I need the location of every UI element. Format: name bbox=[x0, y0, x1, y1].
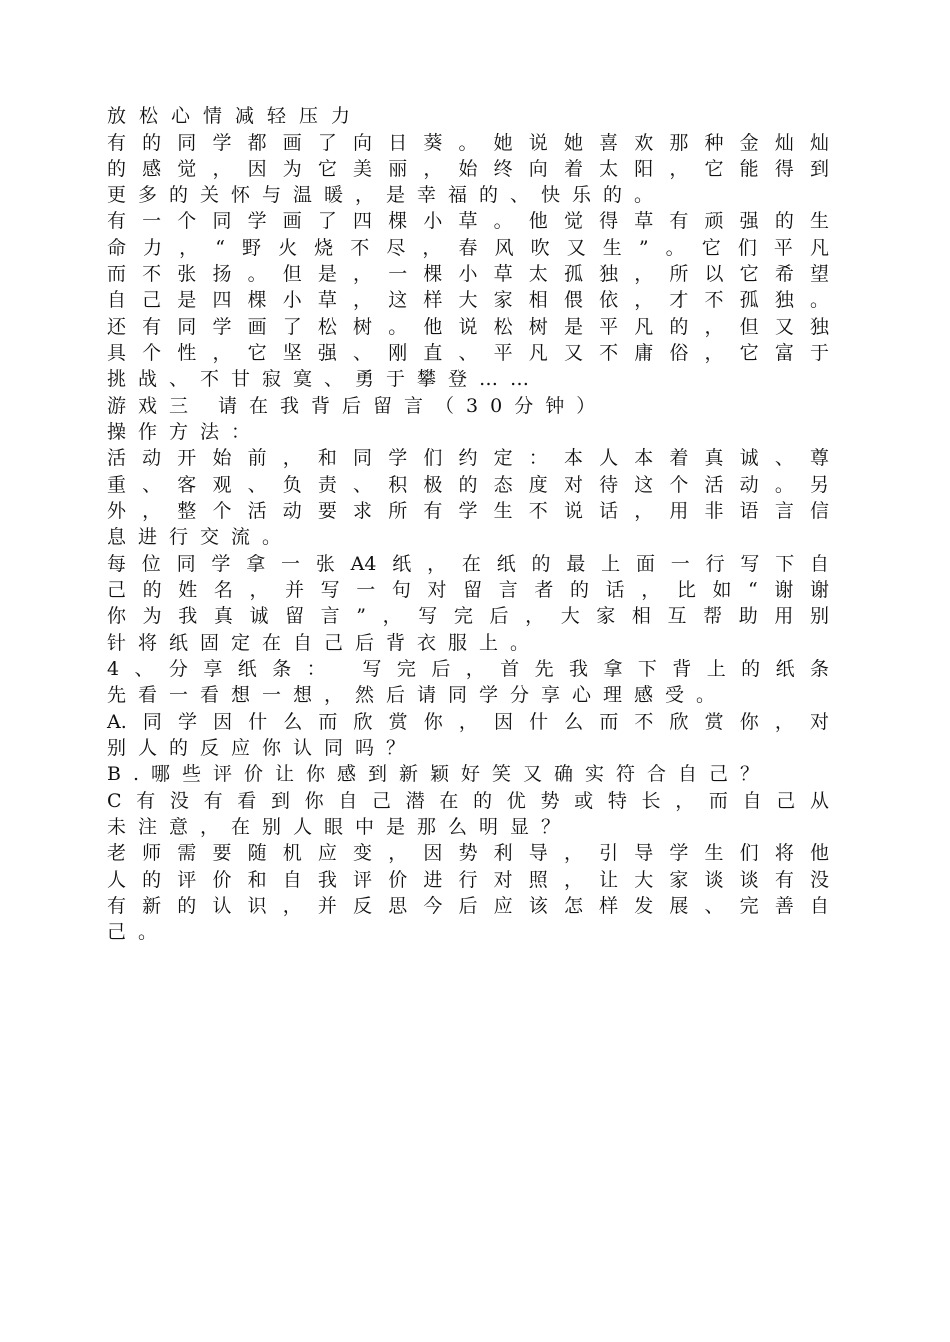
question-c: C有没有看到你自己潜在的优势或特长，而自己从 bbox=[107, 790, 829, 812]
text-line: 重、客观、负责、积极的态度对待这个活动。另 bbox=[107, 474, 829, 496]
text-line: 还有同学画了松树。他说松树是平凡的，但又独 bbox=[107, 316, 829, 338]
text-line: 针将纸固定在自己后背衣服上。 bbox=[107, 632, 542, 654]
text-line: 自己是四棵小草，这样大家相偎依，才不孤独。 bbox=[107, 289, 829, 311]
text-line: 别人的反应你认同吗？ bbox=[107, 737, 418, 759]
game-heading: 游戏三 请在我背后留言（30分钟） bbox=[107, 395, 608, 417]
question-b: B.哪些评价让你感到新颖好笑又确实符合自己？ bbox=[107, 763, 772, 785]
text-line: 人的评价和自我评价进行对照，让大家谈谈有没 bbox=[107, 869, 829, 891]
text-line: 的感觉，因为它美丽，始终向着太阳，它能得到 bbox=[107, 158, 829, 180]
text-line: 活动开始前，和同学们约定：本人本着真诚、尊 bbox=[107, 447, 829, 469]
text-line: 未注意，在别人眼中是那么明显？ bbox=[107, 816, 573, 838]
text-line: 外，整个活动要求所有学生不说话，用非语言信 bbox=[107, 500, 829, 522]
question-a: A.同学因什么而欣赏你，因什么而不欣赏你，对 bbox=[107, 711, 829, 733]
text-line: 挑战、不甘寂寞、勇于攀登…… bbox=[107, 368, 542, 390]
section-heading: 放松心情减轻压力 bbox=[107, 105, 364, 127]
text-line: 先看一看想一想，然后请同学分享心理感受。 bbox=[107, 684, 728, 706]
text-line: 更多的关怀与温暖，是幸福的、快乐的。 bbox=[107, 184, 666, 206]
text-line: 息进行交流。 bbox=[107, 526, 294, 548]
text-line: 你为我真诚留言”，写完后，大家相互帮助用别 bbox=[107, 605, 829, 627]
text-line: 有的同学都画了向日葵。她说她喜欢那种金灿灿 bbox=[107, 132, 829, 154]
text-line: 老师需要随机应变，因势利导，引导学生们将他 bbox=[107, 842, 829, 864]
text-line: 己。 bbox=[107, 921, 170, 943]
text-line: 每位同学拿一张A4纸，在纸的最上面一行写下自 bbox=[107, 553, 829, 575]
text-line: 而不张扬。但是，一棵小草太孤独，所以它希望 bbox=[107, 263, 829, 285]
text-line: 有一个同学画了四棵小草。他觉得草有顽强的生 bbox=[107, 210, 829, 232]
text-line: 己的姓名，并写一句对留言者的话，比如“谢谢 bbox=[107, 579, 829, 601]
text-line: 命力，“野火烧不尽，春风吹又生”。它们平凡 bbox=[107, 237, 829, 259]
text-line: 4、分享纸条： 写完后，首先我拿下背上的纸条 bbox=[107, 658, 829, 680]
text-line: 有新的认识，并反思今后应该怎样发展、完善自 bbox=[107, 895, 829, 917]
text-line: 具个性，它坚强、刚直、平凡又不庸俗，它富于 bbox=[107, 342, 829, 364]
method-heading: 操作方法： bbox=[107, 421, 263, 443]
